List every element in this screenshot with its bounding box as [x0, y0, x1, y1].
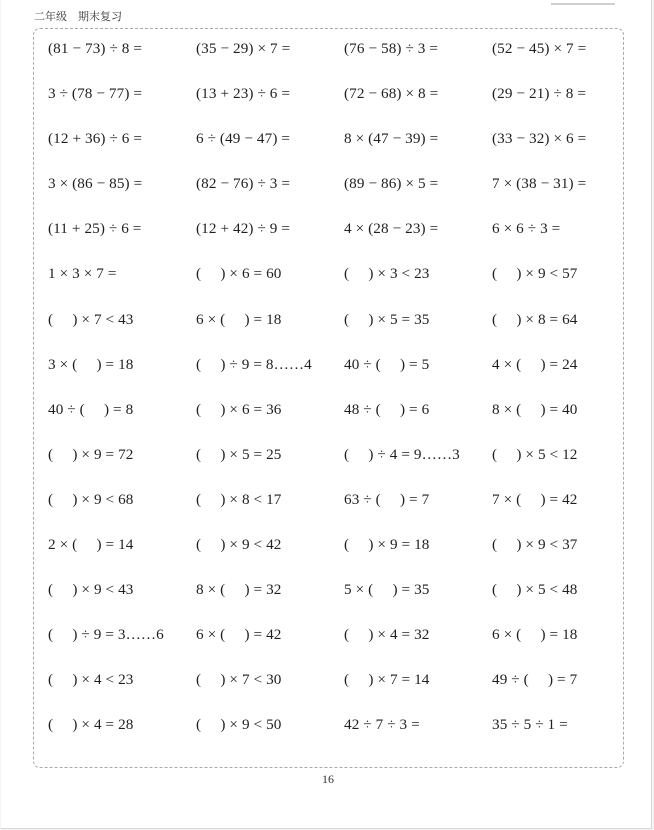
math-problem: ( ) × 6 = 60: [196, 265, 282, 283]
math-problem: 1 × 3 × 7 =: [48, 265, 117, 283]
math-problem: ( ) × 9 < 68: [48, 490, 134, 508]
math-problem: ( ) × 9 = 72: [48, 445, 134, 463]
math-problem: 3 × ( ) = 18: [48, 355, 134, 373]
math-problem: (52 − 45) × 7 =: [492, 40, 587, 57]
math-problem: 63 ÷ ( ) = 7: [344, 490, 430, 508]
math-problem: 42 ÷ 7 ÷ 3 =: [344, 716, 420, 734]
math-problem: ( ) × 9 < 43: [48, 581, 134, 599]
math-problem: ( ) × 4 = 32: [344, 626, 430, 644]
math-problem: 3 × (86 − 85) =: [48, 175, 143, 193]
math-problem: ( ) × 4 = 28: [48, 716, 134, 734]
math-problem: (33 − 32) × 6 =: [492, 130, 587, 148]
math-problem: 6 × 6 ÷ 3 =: [492, 220, 561, 238]
math-problem: 4 × ( ) = 24: [492, 355, 578, 373]
math-problem: ( ) × 7 = 14: [344, 671, 430, 689]
math-problem: 8 × ( ) = 40: [492, 400, 578, 418]
math-problem: ( ) × 3 < 23: [344, 265, 430, 283]
math-problem: 7 × (38 − 31) =: [492, 175, 587, 193]
math-problem: 7 × ( ) = 42: [492, 490, 578, 508]
math-problem: (12 + 36) ÷ 6 =: [48, 130, 143, 148]
problem-grid: [48, 36, 628, 758]
math-problem: (76 − 58) ÷ 3 =: [344, 40, 439, 57]
math-problem: 8 × (47 − 39) =: [344, 130, 439, 148]
math-problem: ( ) × 9 = 18: [344, 536, 430, 554]
math-problem: ( ) ÷ 9 = 8……4: [196, 355, 312, 373]
header-decoration: [551, 0, 615, 5]
math-problem: 6 × ( ) = 18: [492, 626, 578, 644]
math-problem: (13 + 23) ÷ 6 =: [196, 85, 291, 103]
page-number: 16: [322, 772, 334, 786]
math-problem: ( ) × 9 < 37: [492, 536, 578, 554]
math-problem: ( ) × 9 < 50: [196, 716, 282, 734]
math-problem: 4 × (28 − 23) =: [344, 220, 439, 238]
math-problem: (81 − 73) ÷ 8 =: [48, 40, 143, 57]
math-problem: 6 ÷ (49 − 47) =: [196, 130, 291, 148]
math-problem: ( ) × 5 < 12: [492, 445, 578, 463]
math-problem: ( ) × 6 = 36: [196, 400, 282, 418]
math-problem: 6 × ( ) = 18: [196, 310, 282, 328]
math-problem: (29 − 21) ÷ 8 =: [492, 85, 587, 103]
worksheet-page: [1, 0, 652, 829]
math-problem: ( ) × 9 < 57: [492, 265, 578, 283]
math-problem: 35 ÷ 5 ÷ 1 =: [492, 716, 568, 734]
math-problem: ( ) × 8 = 64: [492, 310, 578, 328]
math-problem: (82 − 76) ÷ 3 =: [196, 175, 291, 193]
math-problem: 40 ÷ ( ) = 8: [48, 400, 134, 418]
math-problem: (11 + 25) ÷ 6 =: [48, 220, 142, 238]
math-problem: 40 ÷ ( ) = 5: [344, 355, 430, 373]
math-problem: (72 − 68) × 8 =: [344, 85, 439, 103]
math-problem: 49 ÷ ( ) = 7: [492, 671, 578, 689]
math-problem: ( ) × 5 = 35: [344, 310, 430, 328]
math-problem: 8 × ( ) = 32: [196, 581, 282, 599]
math-problem: ( ) × 5 < 48: [492, 581, 578, 599]
math-problem: 5 × ( ) = 35: [344, 581, 430, 599]
math-problem: ( ) × 5 = 25: [196, 445, 282, 463]
math-problem: 3 ÷ (78 − 77) =: [48, 85, 143, 103]
math-problem: ( ) × 7 < 43: [48, 310, 134, 328]
grade-review-label: 二年级 期末复习: [34, 10, 122, 23]
math-problem: ( ) × 7 < 30: [196, 671, 282, 689]
math-problem: 6 × ( ) = 42: [196, 626, 282, 644]
math-problem: (89 − 86) × 5 =: [344, 175, 439, 193]
math-problem: ( ) × 4 < 23: [48, 671, 134, 689]
math-problem: 2 × ( ) = 14: [48, 536, 134, 554]
math-problem: ( ) × 9 < 42: [196, 536, 282, 554]
math-problem: (12 + 42) ÷ 9 =: [196, 220, 291, 238]
math-problem: (35 − 29) × 7 =: [196, 40, 291, 57]
math-problem: ( ) ÷ 4 = 9……3: [344, 445, 460, 463]
math-problem: 48 ÷ ( ) = 6: [344, 400, 430, 418]
math-problem: ( ) ÷ 9 = 3……6: [48, 626, 164, 644]
math-problem: ( ) × 8 < 17: [196, 490, 282, 508]
